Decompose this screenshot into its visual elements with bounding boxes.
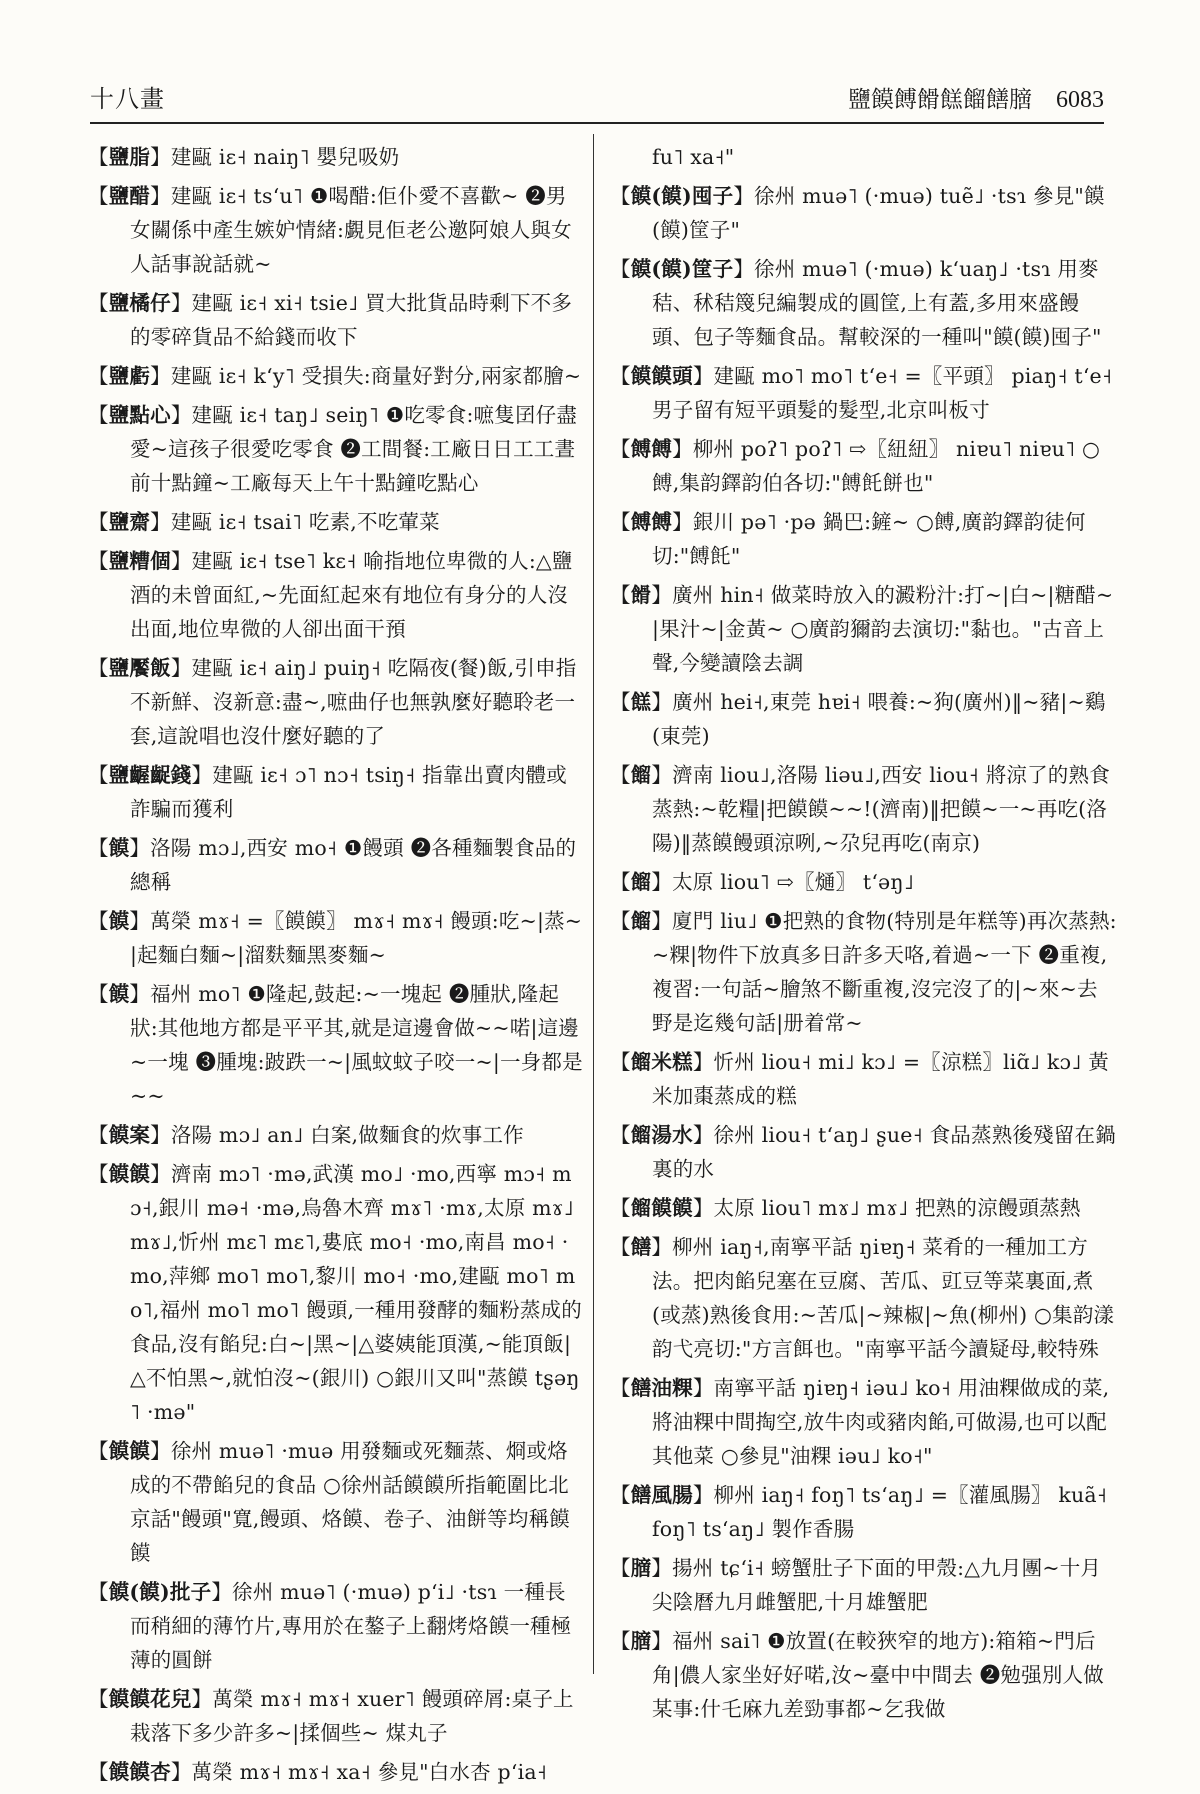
dictionary-entry — [610, 359, 1118, 427]
dictionary-entry — [88, 1682, 583, 1750]
dictionary-entry — [610, 1045, 1118, 1113]
page-header — [90, 78, 1104, 124]
entry-headword: 【 饍風腸 】 — [610, 1483, 714, 1507]
entry-definition: 萬榮 mɤ˧ mɤ˧ xuer˥ 饅頭碎屑:桌子上栽落下多少許多~|揉個些~ 煤丸子 — [130, 1687, 574, 1745]
entry-headword: 【 鹽醋 】 — [88, 184, 171, 208]
entry-definition: 萬榮 mɤ˧ mɤ˧ xa˧ 參見"白水杏 pʻia˧ — [191, 1760, 548, 1784]
dictionary-entry — [88, 398, 583, 500]
entry-headword: 【 餺餺 】 — [610, 437, 693, 461]
dictionary-entry — [88, 1755, 583, 1789]
dictionary-entry — [610, 578, 1118, 680]
entry-headword: 【 饃(饃)筐子 】 — [610, 257, 754, 281]
dictionary-entry — [610, 140, 1118, 174]
entry-headword: 【 鹽齷齪錢 】 — [88, 763, 212, 787]
entry-definition: 建甌 iɛ˧ aiŋ˩ puiŋ˧ 吃隔夜(餐)飯,引申指不新鮮、沒新意:盡~,嗻曲仔也無孰麼好聽聆老一套,這說唱也沒什麼好聽的了 — [130, 656, 577, 748]
entry-headword: 【 鹽橘仔 】 — [88, 291, 192, 315]
entry-definition: 廣州 hei˧,東莞 hɐi˧ 喂養:~狗(廣州)‖~豬|~鷄(東莞) — [652, 690, 1106, 748]
entry-headword: 【 饃饃杏 】 — [88, 1760, 192, 1784]
dictionary-entry — [88, 544, 583, 646]
dictionary-entry — [610, 179, 1118, 247]
entry-definition: 濟南 mɔ˥ ·mə,武漢 mo˩ ·mo,西寧 mɔ˧ mɔ˧,銀川 mə˧ ·mə,烏魯木齊 mɤ˥ ·mɤ,太原 mɤ˩ mɤ˩,忻州 mɛ˥ mɛ˥,婁底 mo˧ ·mo,南昌 mo˧ ·mo,萍鄉 mo˥ mo˥,黎川 mo˧ ·mo,建甌 mo˥ mo˥,福州 mo˥ mo˥ 饅頭,一種用發酵的麵粉蒸成的食品,沒有餡兒:白~|黑~|△婆姨能頂漢,~能頂飯|△不怕黑~,就怕沒~(銀川) ○銀川又叫"蒸饃 tʂəŋ˥ ·mə" — [130, 1162, 582, 1424]
entry-definition: 建甌 iɛ˧ taŋ˩ seiŋ˥ ❶吃零食:嗻隻囝仔盡愛~這孩子很愛吃零食 ❷工間餐:工廠日日工工晝前十點鐘~工廠每天上午十點鐘吃點心 — [130, 403, 578, 495]
entry-headword: 【 餻 】 — [610, 690, 672, 714]
entry-definition: 太原 liou˥ mɤ˩ mɤ˩ 把熟的涼饅頭蒸熱 — [713, 1196, 1081, 1220]
entry-definition: 徐州 muə˥ (·muə) tuẽ˩ ·tsɿ 參見"饃(饃)筐子" — [652, 184, 1105, 242]
dictionary-entry — [88, 831, 583, 899]
dictionary-entry — [88, 505, 583, 539]
entry-definition: 柳州 poʔ˥ poʔ˥ ⇨〖紐紐〗 niɐu˥ niɐu˥ ○餺,集韵鐸韵伯各切:"餺飥餅也" — [652, 437, 1101, 495]
dictionary-entry — [610, 1551, 1118, 1619]
entry-headword: 【 餾 】 — [610, 909, 672, 933]
dictionary-entry — [610, 1371, 1118, 1473]
entry-headword: 【 鹽糟個 】 — [88, 549, 192, 573]
entry-headword: 【 餾 】 — [610, 763, 672, 787]
entry-definition: 柳州 iaŋ˧,南寧平話 ŋiɐŋ˧ 菜肴的一種加工方法。把肉餡兒塞在豆腐、苦瓜、豇豆等菜裏面,煮(或蒸)熟後食用:~苦瓜|~辣椒|~魚(柳州) ○集韵漾韵弋亮切:"方言餌也。"南寧平話今讀疑母,較特殊 — [652, 1235, 1115, 1361]
entry-definition: 廈門 liu˩ ❶把熟的食物(特別是年糕等)再次蒸熱:~粿|物件下放真多日許多天咯,着過~一下 ❷重複,複習:一句話~膾煞不斷重複,沒完沒了的|~來~去野是迄幾句話|册着常~ — [652, 909, 1117, 1035]
entry-headword: 【 鹽脂 】 — [88, 145, 171, 169]
entry-headword: 【 餶 】 — [610, 583, 672, 607]
dictionary-entry — [88, 359, 583, 393]
dictionary-entry — [610, 1230, 1118, 1366]
entry-definition: 建甌 mo˥ mo˥ tʻe˧ =〖平頭〗 piaŋ˧ tʻe˧ 男子留有短平頭髮的髮型,北京叫板寸 — [652, 364, 1113, 422]
entry-headword: 【 鹽虧 】 — [88, 364, 171, 388]
left-column — [88, 140, 583, 1794]
dictionary-entry — [88, 140, 583, 174]
entry-definition: 洛陽 mɔ˩ an˩ 白案,做麵食的炊事工作 — [170, 1123, 524, 1147]
entry-headword: 【 鹽饜飯 】 — [88, 656, 192, 680]
section-title: 十八畫 — [90, 85, 165, 113]
entry-headword: 【 鹽點心 】 — [88, 403, 192, 427]
dictionary-entry — [610, 1624, 1118, 1726]
dictionary-entry — [88, 1434, 583, 1570]
entry-headword: 【 饍油粿 】 — [610, 1376, 714, 1400]
entry-definition: 廣州 hin˧ 做菜時放入的澱粉汁:打~|白~|糖醋~|果汁~|金黃~ ○廣韵獮韵去演切:"黏也。"古音上聲,今變讀陰去調 — [652, 583, 1114, 675]
page-number: 6083 — [1056, 87, 1104, 113]
dictionary-entry — [610, 252, 1118, 354]
dictionary-entry — [88, 1118, 583, 1152]
column-divider — [593, 134, 594, 1674]
entry-definition: 福州 mo˥ ❶隆起,鼓起:~一塊起 ❷腫狀,隆起狀:其他地方都是平平其,就是這邊會做~~喏|這邊~一塊 ❸腫塊:跛跌一~|風蚊蚊子咬一~|一身都是~~ — [130, 982, 583, 1108]
entry-definition: 萬榮 mɤ˧ =〖饃饃〗 mɤ˧ mɤ˧ 饅頭:吃~|蒸~|起麵白麵~|溜麩麵黑麥麵~ — [130, 909, 583, 967]
entry-definition: 建甌 iɛ˧ ɔ˥ nɔ˧ tsiŋ˧ 指靠出賣肉體或詐騙而獲利 — [130, 763, 567, 821]
entry-definition: 柳州 iaŋ˧ foŋ˥ tsʻaŋ˩ =〖灌風腸〗 kuã˧ foŋ˥ tsʻaŋ˩ 製作香腸 — [652, 1483, 1108, 1541]
dictionary-entry — [88, 977, 583, 1113]
entry-definition: 建甌 iɛ˧ xi˧ tsie˩ 買大批貨品時剩下不多的零碎貨品不給錢而收下 — [130, 291, 573, 349]
entry-definition: 建甌 iɛ˧ kʻy˥ 受損失:商量好對分,兩家都膾~ — [170, 364, 582, 388]
entry-headword: 【 饃案 】 — [88, 1123, 171, 1147]
header-right — [848, 81, 1104, 114]
entry-headword: 【 饃饃 】 — [88, 1439, 171, 1463]
dictionary-entry — [610, 432, 1118, 500]
dictionary-entry — [88, 758, 583, 826]
entry-definition: 建甌 iɛ˧ tse˥ kɛ˧ 喻指地位卑微的人:△鹽酒的未曾面紅,~先面紅起來有地位有身分的人沒出面,地位卑微的人卻出面干預 — [130, 549, 573, 641]
dictionary-entry — [610, 1118, 1118, 1186]
entry-definition: 建甌 iɛ˧ naiŋ˥ 嬰兒吸奶 — [170, 145, 400, 169]
right-column — [610, 140, 1118, 1731]
dictionary-entry — [88, 179, 583, 281]
entry-headword: 【 饃饃頭 】 — [610, 364, 714, 388]
entry-definition: 徐州 liou˧ tʻaŋ˩ ʂue˧ 食品蒸熟後殘留在鍋裏的水 — [652, 1123, 1116, 1181]
entry-headword: 【 餾米糕 】 — [610, 1050, 714, 1074]
dictionary-entry — [610, 505, 1118, 573]
entry-headword: 【 饃 】 — [88, 836, 150, 860]
entry-definition: fu˥ xa˧" — [652, 145, 735, 169]
dictionary-entry — [610, 904, 1118, 1040]
entry-definition: 濟南 liou˩,洛陽 liəu˩,西安 liou˧ 將涼了的熟食蒸熱:~乾糧|把饃饃~~!(濟南)‖把饃~一~再吃(洛陽)‖蒸饃饅頭涼咧,~尕兒再吃(南京) — [652, 763, 1110, 855]
entry-headword: 【 饃饃花兒 】 — [88, 1687, 212, 1711]
entry-headword: 【 鹽齋 】 — [88, 510, 171, 534]
entry-headword: 【 饃 】 — [88, 982, 150, 1006]
dictionary-entry — [88, 1575, 583, 1677]
dictionary-entry — [610, 1478, 1118, 1546]
header-characters: 鹽饃餺餶餻餾饍膪 — [848, 87, 1032, 113]
entry-definition: 徐州 muə˥ ·muə 用發麵或死麵蒸、烱或烙成的不帶餡兒的食品 ○徐州話饃饃所指範圍比北京話"饅頭"寬,饅頭、烙饃、卷子、油餅等均稱饃饃 — [130, 1439, 570, 1565]
dictionary-entry — [610, 865, 1118, 899]
dictionary-entry — [610, 1191, 1118, 1225]
entry-definition: 銀川 pə˥ ·pə 鍋巴:鏟~ ○餺,廣韵鐸韵徒何切:"餺飥" — [652, 510, 1086, 568]
entry-headword: 【 饃(饃)批子 】 — [88, 1580, 232, 1604]
entry-headword: 【 膪 】 — [610, 1629, 672, 1653]
entry-headword: 【 饃 】 — [88, 909, 150, 933]
entry-headword: 【 饃饃 】 — [88, 1162, 171, 1186]
entry-definition: 揚州 tɕʻi˧ 螃蟹肚子下面的甲殼:△九月團~十月尖陰曆九月雌蟹肥,十月雄蟹肥 — [652, 1556, 1102, 1614]
entry-headword: 【 餾 】 — [610, 870, 672, 894]
entry-headword: 【 餺餺 】 — [610, 510, 693, 534]
entry-definition: 徐州 muə˥ (·muə) kʻuaŋ˩ ·tsɿ 用麥秸、秫秸篾兒編製成的圓筐,上有蓋,多用來盛饅頭、包子等麵食品。幫較深的一種叫"饃(饃)囤子" — [652, 257, 1102, 349]
entry-definition: 建甌 iɛ˧ tsai˥ 吃素,不吃葷菜 — [170, 510, 440, 534]
entry-definition: 忻州 liou˧ mi˩ kɔ˩ =〖涼糕〗liɑ̃˩ kɔ˩ 黃米加棗蒸成的糕 — [652, 1050, 1109, 1108]
entry-definition: 福州 sai˥ ❶放置(在較狹窄的地方):箱箱~門后角|儂人家坐好好喏,汝~臺中中間去 ❷勉强別人做某事:什乇麻九差勁事都~乞我做 — [652, 1629, 1104, 1721]
entry-definition: 洛陽 mɔ˩,西安 mo˧ ❶饅頭 ❷各種麵製食品的總稱 — [130, 836, 577, 894]
entry-definition: 太原 liou˥ ⇨〖熥〗 tʻəŋ˩ — [672, 870, 915, 894]
entry-headword: 【 膪 】 — [610, 1556, 672, 1580]
entry-headword: 【 饍 】 — [610, 1235, 672, 1259]
entry-headword: 【 餾饃饃 】 — [610, 1196, 714, 1220]
dictionary-entry — [88, 286, 583, 354]
dictionary-entry — [88, 1157, 583, 1429]
dictionary-entry — [610, 758, 1118, 860]
entry-definition: 徐州 muə˥ (·muə) pʻi˩ ·tsɿ 一種長而稍細的薄竹片,專用於在鏊子上翻烤烙饃一種極薄的圓餅 — [130, 1580, 572, 1672]
dictionary-entry — [88, 651, 583, 753]
dictionary-entry — [88, 904, 583, 972]
dictionary-entry — [610, 685, 1118, 753]
entry-headword: 【 饃(饃)囤子 】 — [610, 184, 754, 208]
entry-definition: 建甌 iɛ˧ tsʻu˥ ❶喝醋:佢仆愛不喜歡~ ❷男女關係中產生嫉妒情緒:覷見佢老公邀阿娘人與女人話事說話就~ — [130, 184, 572, 276]
entry-definition: 南寧平話 ŋiɐŋ˧ iəu˩ ko˧ 用油粿做成的菜,將油粿中間掏空,放牛肉或豬肉餡,可做湯,也可以配其他菜 ○參見"油粿 iəu˩ ko˧" — [652, 1376, 1110, 1468]
entry-headword: 【 餾湯水 】 — [610, 1123, 714, 1147]
